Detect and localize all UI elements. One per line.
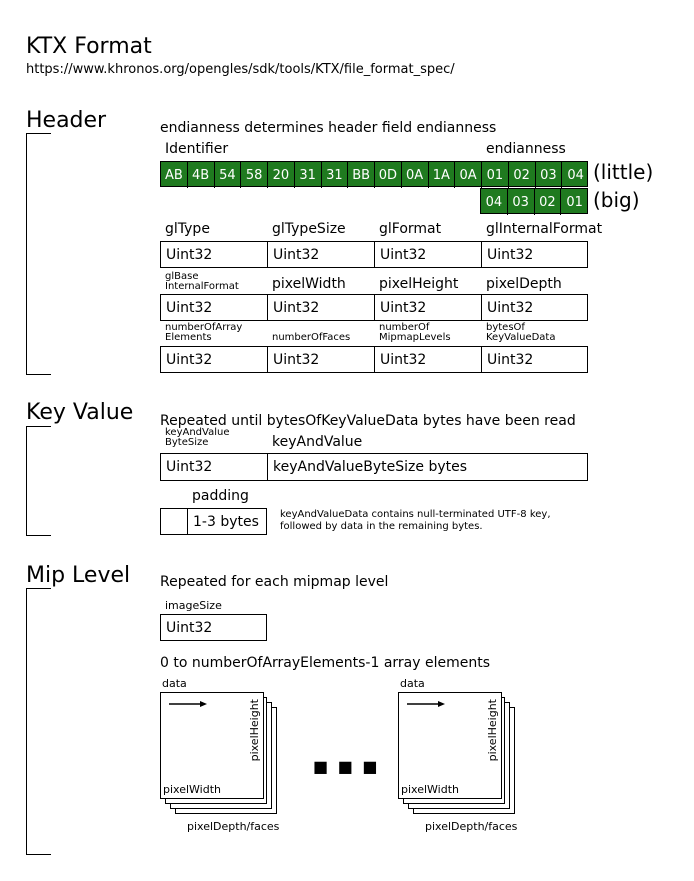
imagesize-row xyxy=(160,614,267,641)
uint32-cell: Uint32 xyxy=(161,347,268,372)
numberofmipmaplevels-label: numberOf MipmapLevels xyxy=(379,322,451,343)
header-section-title: Header xyxy=(26,108,107,133)
uint32-cell: Uint32 xyxy=(487,246,534,263)
byte-cell: 04 xyxy=(481,189,508,215)
keyvalue-row xyxy=(160,453,588,481)
byte-cell: 02 xyxy=(509,162,536,188)
byte-cell: 31 xyxy=(295,162,322,188)
pixelheight-label: pixelHeight xyxy=(486,699,499,762)
pixelheight-label: pixelHeight xyxy=(379,276,459,292)
numberoffaces-label: numberOfFaces xyxy=(272,332,351,343)
mip-subtitle: Repeated for each mipmap level xyxy=(160,574,389,590)
uint32-cell: Uint32 xyxy=(375,295,482,320)
glbaseinternalformat-label: glBase InternalFormat xyxy=(165,271,239,292)
byte-cell: 03 xyxy=(508,189,535,215)
header-subtitle: endianness determines header field endianness xyxy=(160,120,497,136)
keyandvaluebytesize-label: keyAndValue ByteSize xyxy=(165,427,230,448)
byte-cell: 0D xyxy=(375,162,402,188)
byte-cell: 03 xyxy=(536,162,563,188)
pixeldepth-faces-label: pixelDepth/faces xyxy=(187,820,280,833)
uint32-cell: Uint32 xyxy=(375,347,482,372)
spec-url[interactable]: https://www.khronos.org/opengles/sdk/tools/KTX/file_format_spec/ xyxy=(26,62,455,77)
uint32-cell: Uint32 xyxy=(161,242,268,267)
endianness-label: endianness xyxy=(486,141,566,157)
image-layer-front xyxy=(160,692,264,799)
byte-cell: 01 xyxy=(482,162,509,188)
uint32-cell: Uint32 xyxy=(166,619,213,636)
byte-cell: 31 xyxy=(322,162,349,188)
padding-row xyxy=(160,508,267,535)
uint32-cell: Uint32 xyxy=(161,454,268,480)
padding-spacer-cell xyxy=(161,509,188,534)
pixelwidth-label: pixelWidth xyxy=(401,783,459,796)
uint32-cell: Uint32 xyxy=(268,242,375,267)
uint32-cell: Uint32 xyxy=(487,299,534,316)
imagesize-label: imageSize xyxy=(165,599,222,612)
pixelwidth-label: pixelWidth xyxy=(272,276,346,292)
ellipsis: ■ ■ ■ xyxy=(313,757,380,776)
header-bracket xyxy=(26,133,51,375)
byte-cell: 0A xyxy=(455,162,482,188)
big-endian-byte-row xyxy=(480,188,588,214)
byte-cell: 0A xyxy=(402,162,429,188)
byte-cell: 1A xyxy=(429,162,456,188)
arrow-right-icon xyxy=(407,699,447,709)
glinternalformat-label: glInternalFormat xyxy=(486,221,603,237)
pixeldepth-label: pixelDepth xyxy=(486,276,562,292)
data-label: data xyxy=(400,677,425,690)
padding-label: padding xyxy=(192,488,249,504)
byte-cell: 58 xyxy=(241,162,268,188)
byte-cell: AB xyxy=(161,162,188,188)
byte-cell: 4B xyxy=(188,162,215,188)
byte-cell: 01 xyxy=(566,194,583,210)
arrow-right-icon xyxy=(169,699,209,709)
page-title: KTX Format xyxy=(26,34,152,59)
mip-section-title: Mip Level xyxy=(26,563,131,588)
uint32-cell: Uint32 xyxy=(268,295,375,320)
uint32-cell: Uint32 xyxy=(375,242,482,267)
mip-bracket xyxy=(26,588,51,855)
uint32-cell: Uint32 xyxy=(268,347,375,372)
keyandvalue-bytes-cell: keyAndValueByteSize bytes xyxy=(273,459,468,475)
padding-bytes-cell: 1-3 bytes xyxy=(193,513,259,530)
bytesofkeyvaluedata-label: bytesOf KeyValueData xyxy=(486,322,556,343)
pixelheight-label: pixelHeight xyxy=(248,699,261,762)
image-layer-front xyxy=(398,692,502,799)
byte-cell: BB xyxy=(348,162,375,188)
keyvalue-subtitle: Repeated until bytesOfKeyValueData bytes have been read xyxy=(160,413,576,429)
byte-cell: 54 xyxy=(215,162,242,188)
numberofarrayelements-label: numberOfArray Elements xyxy=(165,322,243,343)
uint32-cell: Uint32 xyxy=(487,351,534,368)
pixelwidth-label: pixelWidth xyxy=(163,783,221,796)
byte-cell: 20 xyxy=(268,162,295,188)
array-elements-label: 0 to numberOfArrayElements-1 array elements xyxy=(160,655,491,671)
big-label: (big) xyxy=(593,188,640,212)
uint32-cell: Uint32 xyxy=(161,295,268,320)
pixeldepth-faces-label: pixelDepth/faces xyxy=(425,820,518,833)
identifier-label: Identifier xyxy=(165,141,229,157)
data-label: data xyxy=(162,677,187,690)
keyvalue-note: keyAndValueData contains null-terminated UTF-8 key, followed by data in the remaining bytes. xyxy=(280,509,551,532)
byte-cell: 02 xyxy=(535,189,562,215)
header-row-2 xyxy=(160,294,588,321)
byte-cell: 04 xyxy=(567,167,584,183)
header-row-3 xyxy=(160,346,588,373)
identifier-byte-row xyxy=(160,161,588,187)
gltype-label: glType xyxy=(165,221,210,237)
header-row-1 xyxy=(160,241,588,268)
glformat-label: glFormat xyxy=(379,221,442,237)
keyvalue-bracket xyxy=(26,426,51,536)
little-label: (little) xyxy=(593,160,654,184)
keyandvalue-label: keyAndValue xyxy=(272,434,363,450)
keyvalue-section-title: Key Value xyxy=(26,400,134,425)
gltypesize-label: glTypeSize xyxy=(272,221,346,237)
